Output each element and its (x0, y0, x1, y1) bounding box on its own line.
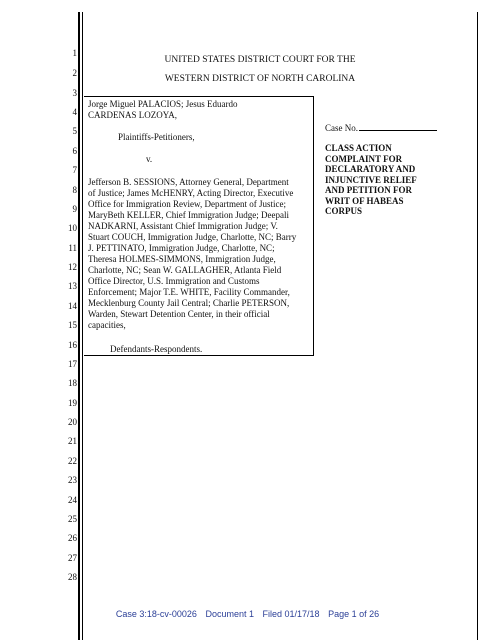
line-number: 6 (72, 146, 77, 156)
line-number: 23 (68, 475, 77, 485)
line-number: 15 (68, 320, 77, 330)
case-title-line: COMPLAINT FOR (325, 153, 403, 164)
footer-document: Document 1 (205, 609, 254, 619)
case-title-line: AND PETITION FOR (325, 185, 413, 195)
defendants-line: Enforcement; Major T.E. WHITE, Facility Commander, (88, 287, 290, 297)
line-number: 24 (68, 495, 77, 505)
line-number: 12 (68, 262, 77, 272)
case-title-line: CORPUS (325, 206, 363, 216)
line-number: 19 (68, 398, 77, 408)
plaintiffs-names-line-1: Jorge Miguel PALACIOS; Jesus Eduardo (88, 99, 238, 109)
footer-filed-date: Filed 01/17/18 (262, 609, 320, 619)
defendants-line: Office for Immigration Review, Department of Justice; (88, 199, 286, 209)
line-number: 8 (72, 185, 77, 195)
line-number: 21 (68, 436, 77, 446)
defendants-line: Mecklenburg County Jail Central; Charlie PETERSON, (88, 298, 290, 308)
defendants-line: NADKARNI, Assistant Chief Immigration Judge; V. (88, 221, 278, 231)
defendants-line: Jefferson B. SESSIONS, Attorney General, Department (88, 177, 289, 187)
ecf-footer (0, 609, 495, 619)
left-margin-rule-outer (78, 12, 80, 640)
line-number: 9 (72, 204, 77, 214)
line-number: 7 (72, 165, 77, 175)
case-title-line: INJUNCTIVE RELIEF (325, 174, 417, 185)
plaintiffs-role: Plaintiffs-Petitioners, (118, 132, 195, 142)
defendants-line: J. PETTINATO, Immigration Judge, Charlotte, NC; (88, 243, 275, 253)
case-number-label: Case No. (325, 123, 358, 133)
defendants-line: Theresa HOLMES-SIMMONS, Immigration Judge, (88, 254, 276, 264)
line-number: 2 (72, 68, 77, 78)
line-number: 25 (68, 514, 77, 524)
right-margin-rule (477, 12, 478, 640)
defendants-role: Defendants-Respondents. (110, 344, 203, 354)
case-title-line: WRIT OF HABEAS (325, 195, 404, 206)
plaintiffs-names-line-2: CARDENAS LOZOYA, (88, 110, 178, 120)
line-number: 11 (68, 243, 77, 253)
defendants-line: capacities, (88, 320, 126, 330)
case-title-line: CLASS ACTION (325, 143, 392, 153)
defendants-line: Stuart COUCH, Immigration Judge, Charlotte, NC; Barry (88, 232, 297, 242)
footer-case-number: Case 3:18-cv-00026 (115, 609, 197, 619)
line-number: 26 (68, 533, 77, 543)
versus-label: v. (146, 154, 153, 164)
line-number: 10 (68, 223, 77, 233)
case-title (325, 143, 445, 217)
left-margin-rule-inner (82, 12, 83, 640)
caption-bottom-rule (84, 355, 314, 356)
defendants-line: Charlotte, NC; Sean W. GALLAGHER, Atlanta Field (88, 265, 282, 275)
court-name-line-2: WESTERN DISTRICT OF NORTH CAROLINA (164, 74, 356, 84)
defendants-line: of Justice; James McHENRY, Acting Director, Executive (88, 188, 294, 198)
line-number: 5 (72, 126, 77, 136)
caption-divider-rule (313, 96, 314, 356)
case-title-line: DECLARATORY AND (325, 164, 416, 174)
defendants-line: Office Director, U.S. Immigration and Customs (88, 276, 260, 286)
line-number: 1 (72, 48, 77, 58)
line-number: 28 (68, 572, 77, 582)
line-number: 20 (68, 417, 77, 427)
case-number-field (325, 122, 445, 134)
line-number: 22 (68, 456, 77, 466)
line-number: 27 (68, 553, 77, 563)
footer-page-count: Page 1 of 26 (328, 609, 380, 619)
line-number: 16 (68, 340, 77, 350)
line-number: 18 (68, 378, 77, 388)
caption-top-rule (84, 96, 314, 97)
line-number: 13 (68, 281, 77, 291)
court-name-line-1: UNITED STATES DISTRICT COURT FOR THE (164, 55, 356, 65)
line-number: 17 (68, 359, 77, 369)
defendants-line: MaryBeth KELLER, Chief Immigration Judge; Deepali (88, 210, 289, 220)
line-number: 14 (68, 301, 77, 311)
line-number: 3 (72, 88, 77, 98)
defendants-line: Warden, Stewart Detention Center, in their official (88, 309, 270, 319)
case-number-blank (359, 122, 437, 131)
line-number: 4 (72, 107, 77, 117)
